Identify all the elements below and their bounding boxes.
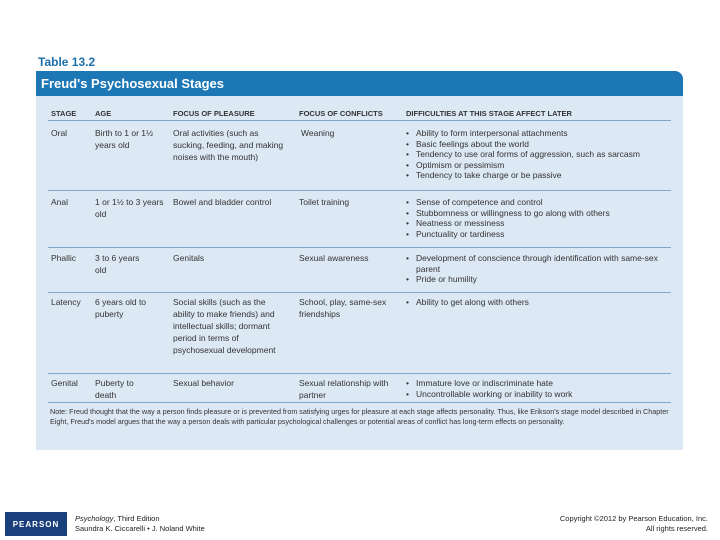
row-anal-pleasure: Bowel and bladder control: [173, 197, 272, 207]
row-latency-stage: Latency: [51, 297, 81, 307]
table-label: Table 13.2: [38, 55, 96, 69]
book-edition: , Third Edition: [113, 514, 160, 523]
row-phallic-pleasure: Genitals: [173, 253, 205, 263]
row-anal-age: 1 or 1½ to 3 years old: [95, 197, 164, 219]
list-item: • Development of conscience through identification with same-sex parent: [406, 253, 676, 274]
row-oral-stage: Oral: [51, 128, 68, 138]
header-stage: STAGE: [51, 109, 77, 118]
list-item: • Punctuality or tardiness: [406, 229, 676, 240]
list-item: • Immature love or indiscriminate hate: [406, 378, 676, 389]
list-item: • Pride or humility: [406, 274, 676, 285]
copyright-text: Copyright ©2012 by Pearson Education, Inc.: [559, 514, 708, 523]
row-phallic-conflicts: Sexual awareness: [299, 253, 369, 263]
divider: [48, 373, 671, 374]
divider: [48, 292, 671, 293]
header-age: AGE: [95, 109, 112, 118]
table-title: Freud's Psychosexual Stages: [41, 76, 225, 91]
list-item: • Ability to get along with others: [406, 297, 676, 308]
row-oral-age: Birth to 1 or 1½ years old: [95, 128, 154, 150]
row-anal-conflicts: Toilet training: [299, 197, 350, 207]
list-item: • Ability to form interpersonal attachments: [406, 128, 676, 139]
row-phallic-age: 3 to 6 years old: [95, 253, 140, 275]
pearson-logo: PEARSON: [5, 512, 67, 536]
row-latency-conflicts: School, play, same-sex friendships: [299, 297, 387, 319]
book-title: Psychology: [75, 514, 114, 523]
list-item: • Basic feelings about the world: [406, 139, 676, 150]
row-oral-conflicts: Weaning: [301, 128, 335, 138]
footer-copyright: [560, 514, 708, 534]
row-oral-difficulties: [406, 128, 676, 181]
table-title-bar: [36, 71, 683, 96]
divider: [48, 247, 671, 248]
list-item: • Sense of competence and control: [406, 197, 676, 208]
list-item: • Tendency to take charge or be passive: [406, 170, 676, 181]
row-phallic-stage: Phallic: [51, 253, 77, 263]
row-genital-difficulties: [406, 378, 676, 399]
row-anal-difficulties: [406, 197, 676, 239]
list-item: • Neatness or messiness: [406, 218, 676, 229]
row-latency-pleasure: Social skills (such as the ability to make friends) and intellectual skills; dormant period in terms of psychosexual development: [173, 297, 276, 355]
row-genital-stage: Genital: [51, 378, 78, 388]
divider: [48, 402, 671, 403]
book-authors: Saundra K. Ciccarelli • J. Noland White: [75, 524, 205, 533]
list-item: • Tendency to use oral forms of aggression, such as sarcasm: [406, 149, 676, 160]
list-item: • Stubbornness or willingness to go along with others: [406, 208, 676, 219]
list-item: • Uncontrollable working or inability to work: [406, 389, 676, 400]
row-oral-pleasure: Oral activities (such as sucking, feeding, and making noises with the mouth): [173, 128, 284, 162]
row-genital-pleasure: Sexual behavior: [173, 378, 234, 388]
header-pleasure: FOCUS OF PLEASURE: [173, 109, 255, 118]
divider: [48, 190, 671, 191]
footer-citation: [75, 514, 205, 534]
divider: [48, 120, 671, 121]
row-genital-conflicts: Sexual relationship with partner: [299, 378, 389, 400]
row-latency-difficulties: [406, 297, 676, 308]
table-note: Note: Freud thought that the way a person finds pleasure or is prevented from satisfying urges for pleasure at each stage affects personality. Thus, like Erikson's stage model described in Chapter Eight, Freud's model argues that the way a person deals with particular psychological challenges or potential areas of conflict has long-term effects on personality.: [50, 407, 669, 426]
rights-text: All rights reserved.: [645, 524, 708, 533]
row-phallic-difficulties: [406, 253, 676, 285]
header-difficulties: DIFFICULTIES AT THIS STAGE AFFECT LATER: [406, 109, 572, 118]
row-anal-stage: Anal: [51, 197, 69, 207]
row-genital-age: Puberty to death: [95, 378, 134, 400]
header-conflicts: FOCUS OF CONFLICTS: [299, 109, 383, 118]
row-latency-age: 6 years old to puberty: [95, 297, 147, 319]
list-item: • Optimism or pessimism: [406, 160, 676, 171]
